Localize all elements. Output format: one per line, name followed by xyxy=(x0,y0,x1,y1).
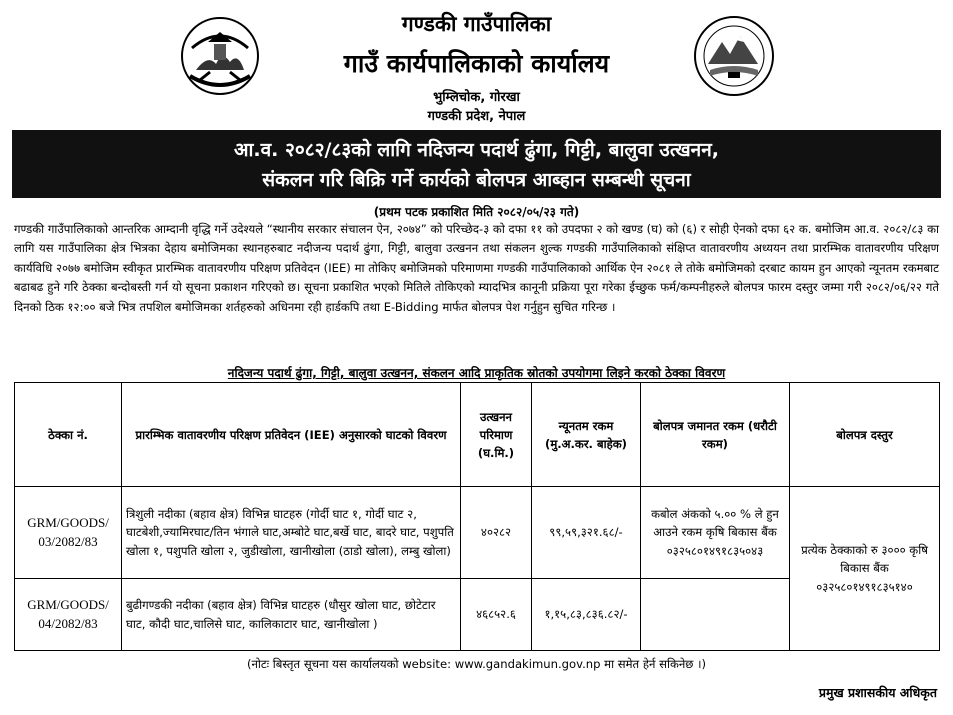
deposit-amount: कबोल अंकको ५.०० % ले हुन आउने रकम कृषि बिकास बैंक ०३२५८०१४९१८३५०४३ xyxy=(641,487,790,579)
notice-body: गण्डकी गाउँपालिकाको आन्तरिक आम्दानी वृद्धि गर्ने उदेश्यले “स्थानीय सरकार संचालन ऐन, २०७४” को परिच्छेद-३ को दफा ११ को उपदफा २ को खण्ड (घ) को (६) र सोही ऐनको दफा ६२ क. बमोजिम आ.व. २०८२/८३ का लागि यस गाउँपालिका क्षेत्र भित्रका देहाय बमोजिमका स्थानहरुबाट नदीजन्य पदार्थ ढुंगा, गिट्टी, बालुवा उत्खनन तथा संकलन शुल्क गण्डकी गाउँपालिकाको संक्षिप्त वातावरणीय अध्ययन तथा प्रारम्भिक वातावरणीय परिक्षण कार्यविधि २०७७ बमोजिम स्वीकृत प्रारम्भिक वातावरणीय परिक्षण प्रतिवेदन (IEE) मा तोकिए बमोजिमको परिमाणमा गण्डकी गाउँपालिकाको आर्थिक ऐन २०८१ ले तोके बमोजिमको दरबाट कायम हुन आएको न्यूनतम रकमबाट बढाबढ हुने गरि ठेक्का बन्दोबस्ती गर्न यो सूचना प्रकाशन गरिएको छ। सूचना प्रकाशित भएको मितिले तोकिएको म्यादभित्र कानूनी प्रक्रिया पूरा गरेका ईच्छुक फर्म/कम्पनीहरुले बोलपत्र फारम दस्तुर जम्मा गरी २०८२/०६/२२ गते दिनको ठिक १२:०० बजे भित्र तपशिल बमोजिमका शर्तहरुको अधिनमा रही हार्डकपि तथा E-Bidding मार्फत बोलपत्र पेश गर्नुहुन सुचित गरिन्छ । xyxy=(14,222,939,314)
table-title-text: नदिजन्य पदार्थ ढुंगा, गिट्टी, बालुवा उत्खनन, संकलन आदि प्राकृतिक स्रोतको उपयोगमा लिइने करको ठेक्का विवरण xyxy=(227,366,726,380)
header-fee: बोलपत्र दस्तुर xyxy=(790,383,940,487)
table-header-row xyxy=(15,383,940,487)
office-address: भुम्लिचोक, गोरखा xyxy=(433,90,520,105)
municipality-name: गण्डकी गाउँपालिका xyxy=(401,12,552,36)
notice-title-line2: संकलन गरि बिक्रि गर्ने कार्यको बोलपत्र आब्हान सम्बन्धी सूचना xyxy=(262,169,691,191)
excavation-qty: ४६८५२.६ xyxy=(461,579,532,651)
header-contract-no: ठेक्का नं. xyxy=(15,383,122,487)
office-province: गण्डकी प्रदेश, नेपाल xyxy=(427,109,526,124)
tender-table xyxy=(14,382,940,651)
notice-title xyxy=(12,130,941,198)
publication-date: (प्रथम पटक प्रकाशित मिति २०८२/०५/२३ गते) xyxy=(373,205,580,219)
header xyxy=(0,0,953,128)
signature: प्रमुख प्रशासकीय अधिकृत xyxy=(818,685,937,700)
header-iee: प्रारम्भिक वातावरणीय परिक्षण प्रतिवेदन (IEE) अनुसारको घाटको विवरण xyxy=(122,383,461,487)
site-description: त्रिशुली नदीका (बहाव क्षेत्र) विभिन्न घाटहरु (गोर्दी घाट १, गोर्दी घाट २, घाटबेशी,ज्यामिरघाट/तिन भंगाले घाट,अम्बोटे घाट,बर्खे घाट, बादरे घाट, पशुपति खोला १, पशुपति खोला २, जुडीखोला, खानीखोला (ठाडो खोला), लम्बु खोला) xyxy=(122,487,461,579)
excavation-qty: ४०२८२ xyxy=(461,487,532,579)
website-note: (नोटः बिस्तृत सूचना यस कार्यालयको website: www.gandakimun.gov.np मा समेत हेर्न सकिनेछ ।) xyxy=(246,657,707,671)
min-amount: १,१५,८३,८३६.८२/- xyxy=(532,579,641,651)
min-amount: ९९,५९,३२१.६८/- xyxy=(532,487,641,579)
header-min-amount: न्यूनतम रकम (मु.अ.कर. बाहेक) xyxy=(532,383,641,487)
deposit-amount-empty xyxy=(641,579,790,651)
contract-no: GRM/GOODS/ 03/2082/83 xyxy=(15,487,122,579)
header-deposit: बोलपत्र जमानत रकम (धरौटी रकम) xyxy=(641,383,790,487)
site-description: बुढीगण्डकी नदीका (बहाव क्षेत्र) विभिन्न घाटहरु (धौसुर खोला घाट, छोटेटार घाट, कौदी घाट,चालिसे घाट, कालिकाटार घाट, खानीखोला ) xyxy=(122,579,461,651)
table-row xyxy=(15,487,940,579)
notice-title-line1: आ.व. २०८२/८३को लागि नदिजन्य पदार्थ ढुंगा, गिट्टी, बालुवा उत्खनन, xyxy=(233,139,719,161)
office-name: गाउँ कार्यपालिकाको कार्यालय xyxy=(343,49,610,78)
municipality-logo-icon xyxy=(692,14,776,98)
table-title xyxy=(0,364,953,381)
contract-no: GRM/GOODS/ 04/2082/83 xyxy=(15,579,122,651)
header-qty: उत्खनन परिमाण (घ.मि.) xyxy=(461,383,532,487)
bid-fee: प्रत्येक ठेक्काको रु ३००० कृषि बिकास बैंक ०३२५८०१४९१८३५१४० xyxy=(790,487,940,651)
